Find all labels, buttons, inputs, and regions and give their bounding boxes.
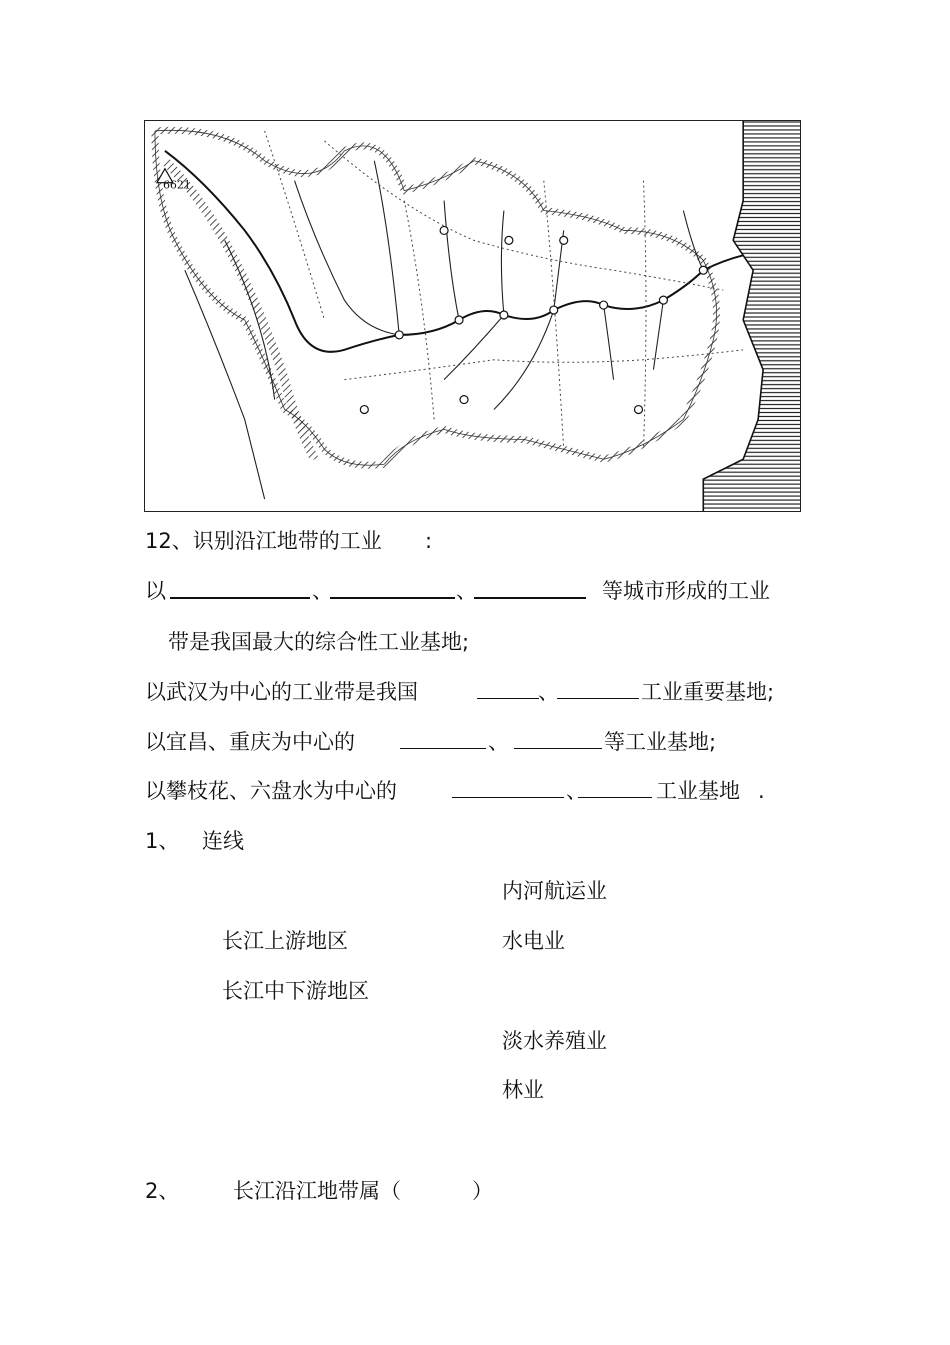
q1-title: 连线 [202,829,244,853]
q2-number: 2、 [145,1179,180,1203]
right-item-1[interactable]: 内河航运业 [502,879,607,903]
blank-industry-5[interactable] [452,777,564,798]
line5-suffix: 工业基地 [656,779,740,803]
city-markers [360,226,707,413]
yangtze-main-river [162,151,743,352]
line4-suffix: 等工业基地; [604,730,717,754]
blank-industry-2[interactable] [557,678,639,699]
map-drawing [145,121,800,511]
line1-prefix: 以 [145,579,166,603]
blank-city-1[interactable] [170,577,310,599]
sep-5: 、 [566,779,587,803]
q2-close-paren: ） [472,1179,493,1203]
yangtze-river-map [144,120,801,512]
line4-prefix: 以宜昌、重庆为中心的 [145,730,355,754]
q1-number: 1、 [145,829,180,853]
sep-1: 、 [312,579,333,603]
sep-2: 、 [456,579,477,603]
sep-3: 、 [538,680,559,704]
q2-text: 长江沿江地带属（ [233,1179,401,1203]
line5-end: . [758,779,765,803]
right-item-3[interactable]: 淡水养殖业 [502,1029,607,1053]
line1-suffix: 等城市形成的工业 [602,579,770,603]
line3-prefix: 以武汉为中心的工业带是我国 [145,680,418,704]
line2-text: 带是我国最大的综合性工业基地; [168,630,470,654]
blank-industry-1[interactable] [477,678,539,699]
blank-industry-4[interactable] [514,728,602,749]
left-item-1[interactable]: 长江上游地区 [222,929,348,953]
province-boundaries [265,131,744,449]
elevation-label: 6621 [162,178,191,192]
line5-prefix: 以攀枝花、六盘水为中心的 [145,779,397,803]
sep-4: 、 [488,730,509,754]
right-item-2[interactable]: 水电业 [502,929,565,953]
blank-city-2[interactable] [330,577,455,599]
right-item-4[interactable]: 林业 [502,1078,544,1102]
q12-heading: 12、识别沿江地带的工业 [145,529,382,553]
q12-colon: : [425,529,433,553]
line3-suffix: 工业重要基地; [641,680,775,704]
west-mountains [162,161,315,459]
blank-city-3[interactable] [474,577,586,599]
blank-industry-3[interactable] [400,728,486,749]
left-item-2[interactable]: 长江中下游地区 [222,979,369,1003]
blank-industry-6[interactable] [578,777,652,798]
